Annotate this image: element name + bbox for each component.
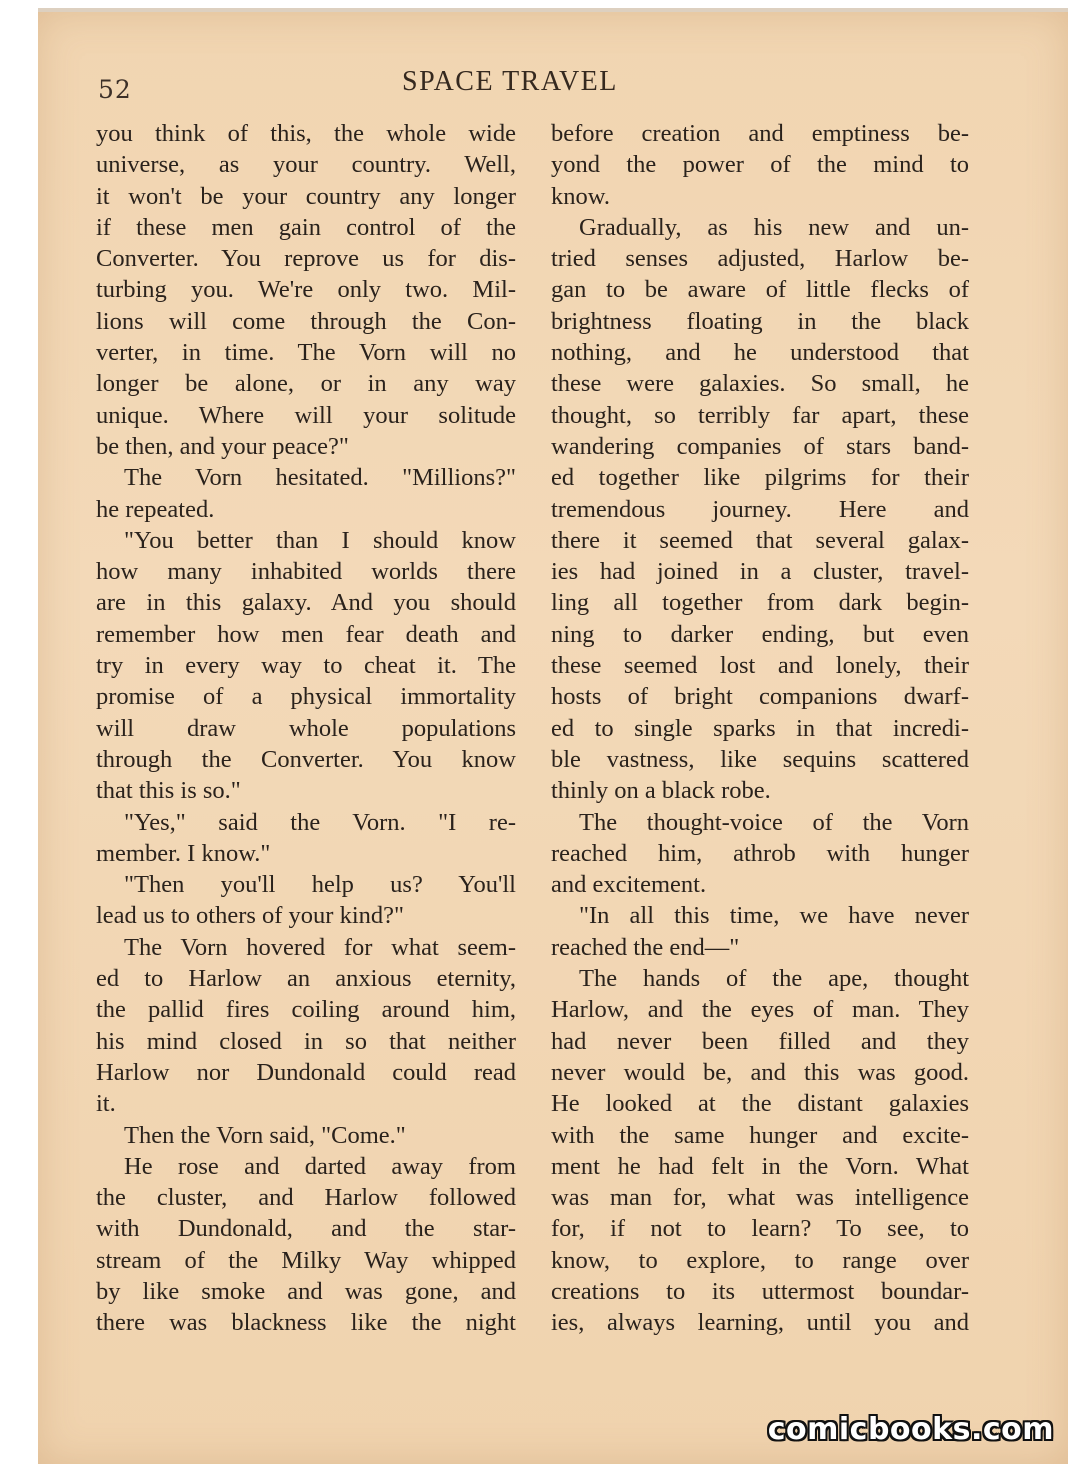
text-line: Harlow nor Dundonald could read: [96, 1058, 516, 1086]
page-number: 52: [98, 75, 132, 104]
text-line: never would be, and this was good.: [551, 1058, 969, 1086]
text-line: be then, and your peace?": [96, 432, 349, 460]
text-line: ies had joined in a cluster, travel-: [551, 558, 969, 586]
text-line: stream of the Milky Way whipped: [96, 1246, 516, 1274]
text-line: there it seemed that several galax-: [551, 526, 969, 554]
text-line: Harlow, and the eyes of man. They: [551, 996, 969, 1024]
left-text-column: [96, 118, 516, 1339]
text-line: try in every way to cheat it. The: [96, 652, 516, 680]
text-line: ed to single sparks in that incredi-: [551, 714, 969, 742]
text-line: it.: [96, 1090, 116, 1118]
text-line: know, to explore, to range over: [551, 1246, 969, 1274]
text-line: thinly on a black robe.: [551, 777, 771, 805]
text-line: with Dundonald, and the star-: [96, 1215, 516, 1243]
text-line: unique. Where will your solitude: [96, 401, 516, 429]
site-watermark: comicbooks.com: [767, 1412, 1054, 1447]
running-head-title: SPACE TRAVEL: [402, 66, 618, 97]
text-line: reached the end—": [551, 933, 740, 961]
text-line: he repeated.: [96, 495, 215, 523]
text-line: reached him, athrob with hunger: [551, 839, 969, 867]
text-line: The hands of the ape, thought: [579, 965, 969, 993]
text-line: you think of this, the whole wide: [96, 120, 516, 147]
text-line: gan to be aware of little flecks of: [551, 276, 969, 304]
text-line: before creation and emptiness be-: [551, 120, 969, 147]
text-line: "Yes," said the Vorn. "I re-: [124, 808, 516, 836]
text-line: ling all together from dark begin-: [551, 589, 969, 617]
text-line: ble vastness, like sequins scattered: [551, 745, 969, 773]
text-line: if these men gain control of the: [96, 213, 516, 241]
text-line: "In all this time, we have never: [579, 902, 969, 930]
text-line: The thought-voice of the Vorn: [579, 808, 969, 836]
text-line: "Then you'll help us? You'll: [124, 871, 516, 899]
text-line: how many inhabited worlds there: [96, 558, 516, 586]
text-line: universe, as your country. Well,: [96, 151, 516, 179]
text-line: for, if not to learn? To see, to: [551, 1215, 969, 1243]
text-line: will draw whole populations: [96, 714, 516, 742]
text-line: there was blackness like the night: [96, 1309, 516, 1337]
text-line: and excitement.: [551, 871, 707, 899]
text-line: He rose and darted away from: [124, 1152, 516, 1180]
text-line: ies, always learning, until you and: [551, 1309, 969, 1337]
text-line: that this is so.": [96, 777, 241, 805]
text-line: Gradually, as his new and un-: [579, 213, 969, 241]
text-line: Converter. You reprove us for dis-: [96, 245, 516, 273]
text-line: was man for, what was intelligence: [551, 1184, 969, 1212]
text-line: lions will come through the Con-: [96, 307, 516, 335]
text-line: thought, so terribly far apart, these: [551, 401, 969, 429]
text-line: ning to darker ending, but even: [551, 620, 969, 648]
right-text-column: [551, 118, 969, 1339]
text-line: through the Converter. You know: [96, 745, 516, 773]
text-line: wandering companies of stars band-: [551, 432, 969, 460]
text-line: longer be alone, or in any way: [96, 370, 516, 398]
text-line: The Vorn hesitated. "Millions?": [124, 464, 516, 492]
text-line: turbing you. We're only two. Mil-: [96, 276, 516, 304]
text-line: know.: [551, 182, 610, 210]
text-line: the pallid fires coiling around him,: [96, 996, 516, 1024]
text-line: promise of a physical immortality: [96, 683, 516, 711]
text-line: ed together like pilgrims for their: [551, 464, 969, 492]
text-line: ment he had felt in the Vorn. What: [551, 1152, 969, 1180]
text-line: by like smoke and was gone, and: [96, 1277, 516, 1305]
text-line: these were galaxies. So small, he: [551, 370, 969, 398]
text-line: "You better than I should know: [124, 526, 516, 554]
text-line: creations to its uttermost boundar-: [551, 1277, 969, 1305]
text-line: with the same hunger and excite-: [551, 1121, 969, 1149]
text-line: tried senses adjusted, Harlow be-: [551, 245, 969, 273]
text-line: member. I know.": [96, 839, 271, 867]
text-line: tremendous journey. Here and: [551, 495, 969, 523]
text-line: ed to Harlow an anxious eternity,: [96, 965, 516, 993]
text-line: these seemed lost and lonely, their: [551, 652, 969, 680]
text-line: He looked at the distant galaxies: [551, 1090, 969, 1118]
text-line: brightness floating in the black: [551, 307, 969, 335]
text-line: Then the Vorn said, "Come.": [124, 1121, 406, 1149]
text-line: lead us to others of your kind?": [96, 902, 405, 930]
text-line: his mind closed in so that neither: [96, 1027, 516, 1055]
text-line: remember how men fear death and: [96, 620, 516, 648]
text-line: had never been filled and they: [551, 1027, 969, 1055]
text-line: the cluster, and Harlow followed: [96, 1184, 516, 1212]
text-line: The Vorn hovered for what seem-: [124, 933, 516, 961]
text-line: hosts of bright companions dwarf-: [551, 683, 969, 711]
text-line: verter, in time. The Vorn will no: [96, 339, 516, 367]
text-line: nothing, and he understood that: [551, 339, 969, 367]
text-line: it won't be your country any longer: [96, 182, 516, 210]
text-line: yond the power of the mind to: [551, 151, 969, 179]
text-line: are in this galaxy. And you should: [96, 589, 516, 617]
